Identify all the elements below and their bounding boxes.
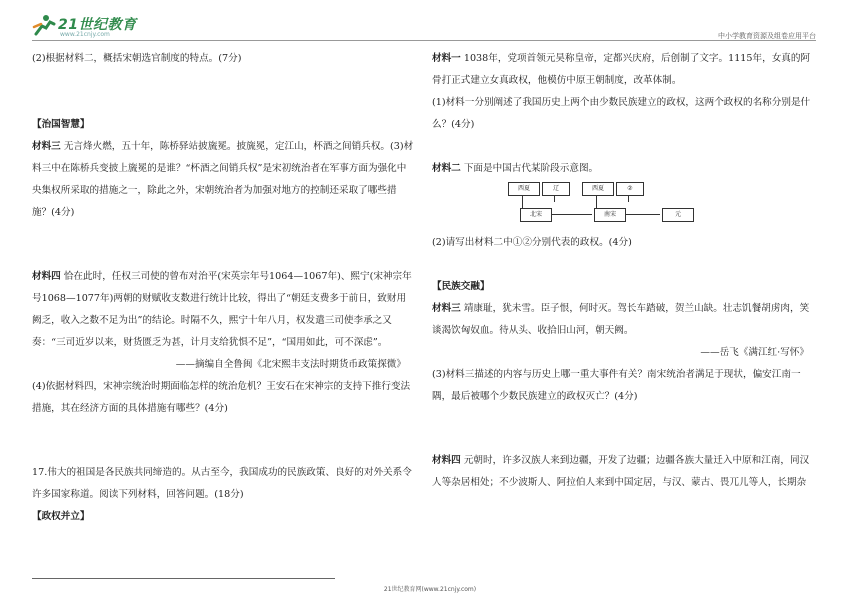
runner-logo-icon bbox=[32, 14, 56, 36]
material-text: 1038年，党项首领元昊称皇帝，定都兴庆府，后创制了文字。1115年，女真的阿骨打正式建立女真政权，他模仿中原王朝制度，改革体制。 bbox=[432, 53, 811, 86]
material-source: ——岳飞《满江红·写怀》 bbox=[700, 347, 809, 358]
diagram-connector bbox=[554, 196, 555, 202]
diagram-arrow bbox=[626, 214, 660, 215]
material-text: 靖康耻，犹未雪。臣子恨，何时灭。驾长车踏破，贺兰山缺。壮志饥餐胡虏肉，笑谈渴饮匈奴血。待从头、收拾旧山河，朝天阙。 bbox=[432, 303, 810, 336]
material-label: 材料二 bbox=[432, 163, 461, 174]
section-heading-governance: 【治国智慧】 bbox=[32, 119, 90, 130]
diagram-connector bbox=[522, 196, 523, 208]
material-text: 下面是中国古代某阶段示意图。 bbox=[463, 163, 599, 174]
footer-divider bbox=[32, 578, 335, 579]
section-heading-ethnic-fusion: 【民族交融】 bbox=[432, 281, 490, 292]
material-4-right bbox=[432, 450, 817, 494]
diagram-box-northern-song: 北宋 bbox=[520, 208, 552, 222]
material-label: 材料三 bbox=[32, 141, 61, 152]
diagram-box-xixia-2: 西夏 bbox=[582, 182, 614, 196]
diagram-connector bbox=[596, 196, 597, 208]
question-17: 17.伟大的祖国是各民族共同缔造的。从古至今，我国成功的民族政策、良好的对外关系令许多国家称道。阅读下列材料，回答问题。(18分) bbox=[32, 467, 412, 500]
material-1-right bbox=[432, 48, 817, 92]
material-label: 材料一 bbox=[432, 53, 461, 64]
diagram-box-liao: 辽 bbox=[542, 182, 570, 196]
diagram-box-yuan: 元 bbox=[662, 208, 694, 222]
diagram-box-xixia-1: 西夏 bbox=[508, 182, 540, 196]
site-logo bbox=[32, 12, 152, 38]
material-2-right bbox=[432, 158, 817, 180]
diagram-arrow bbox=[552, 214, 592, 215]
platform-name: 中小学教育资源及组卷应用平台 bbox=[718, 32, 816, 40]
section-heading-regimes: 【政权并立】 bbox=[32, 511, 90, 522]
diagram-box-southern-song: 南宋 bbox=[594, 208, 626, 222]
material-text: 元朝时，许多汉族人来到边疆，开发了边疆；边疆各族大量迁入中原和江南，同汉人等杂居相处；不少波斯人、阿拉伯人来到中国定居，与汉、蒙古、畏兀儿等人，长期杂 bbox=[432, 455, 810, 488]
question-4-left: (4)依据材料四，宋神宗统治时期面临怎样的统治危机？王安石在宋神宗的支持下推行变法措施，其在经济方面的具体措施有哪些？(4分) bbox=[32, 381, 411, 414]
right-column bbox=[432, 48, 817, 494]
question-2-right: (2)请写出材料二中①②分别代表的政权。(4分) bbox=[432, 237, 632, 248]
diagram-box-2: ② bbox=[616, 182, 644, 196]
diagram-connector bbox=[628, 196, 629, 202]
question-2-left: (2)根据材料二，概括宋朝选官制度的特点。(7分) bbox=[32, 53, 242, 64]
material-text: 恰在此时，任权三司使的曾布对治平(宋英宗年号1064—1067年)、熙宁(宋神宗年号1068—1077年)两朝的财赋收支数进行统计比较，得出了“朝廷支费多于前日，致财用阙乏，收入之数不足为出”的结论。时隔不久，熙宁十年八月，权发遣三司使李承之又奏：“三司近岁以来，财货匮乏为甚，计月支给犹惧不足”，“国用如此，可不深虑”。 bbox=[32, 271, 412, 348]
material-label: 材料三 bbox=[432, 303, 461, 314]
left-column bbox=[32, 48, 414, 528]
material-text: 无言烽火燃，五十年，陈桥驿站披旒冕。披旒冕，定江山，杯酒之间销兵权。(3)材料三中在陈桥兵变披上旒冕的是谁？“杯酒之间销兵权”是宋初统治者在军事方面为强化中央集权所采取的措施之一，除此之外，宋朝统治者为加强对地方的控制还采取了哪些措施？(4分) bbox=[32, 141, 414, 218]
material-3-left bbox=[32, 136, 414, 224]
dynasty-diagram bbox=[432, 180, 817, 232]
question-3-right: (3)材料三描述的内容与历史上哪一重大事件有关？南宋统治者满足于现状，偏安江南一隅，最后被哪个少数民族建立的政权灭亡？(4分) bbox=[432, 369, 801, 402]
footer-text: 21世纪教育网(www.21cnjy.com) bbox=[383, 586, 477, 593]
header-divider bbox=[32, 40, 816, 41]
logo-url: www.21cnjy.com bbox=[60, 31, 110, 38]
logo-text: 21世纪教育 bbox=[58, 17, 137, 33]
material-source: ——摘编自全鲁闽《北宋熙丰支法时期货币政策探微》 bbox=[175, 359, 406, 370]
material-3-right bbox=[432, 298, 817, 342]
material-4-left bbox=[32, 266, 414, 354]
question-1-right: (1)材料一分别阐述了我国历史上两个由少数民族建立的政权，这两个政权的名称分别是什么？(4分) bbox=[432, 97, 811, 130]
material-label: 材料四 bbox=[32, 271, 61, 282]
material-label: 材料四 bbox=[432, 455, 461, 466]
